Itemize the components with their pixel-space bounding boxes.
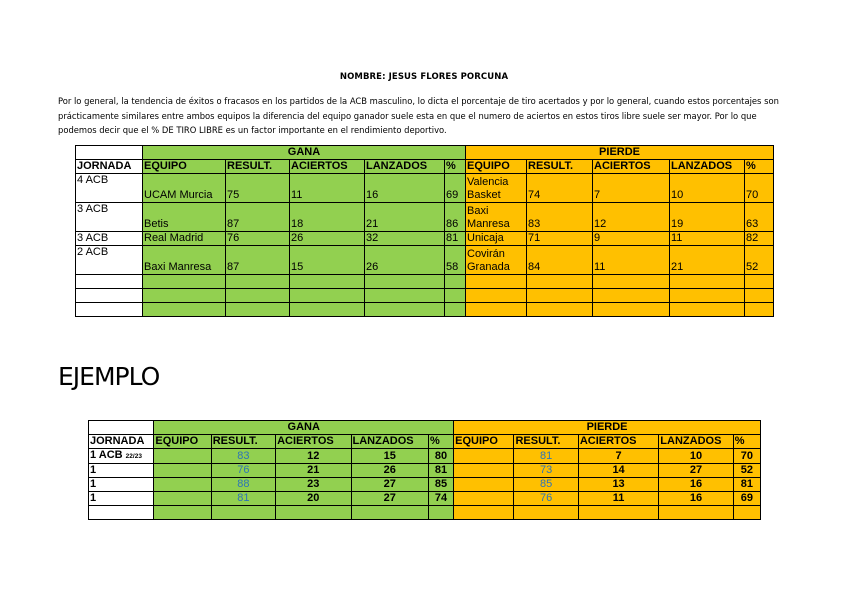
col-result: RESULT.: [226, 160, 290, 174]
column-header-row: [76, 160, 774, 174]
col-pct: %: [445, 160, 466, 174]
col-pct: %: [745, 160, 774, 174]
column-header-row: [89, 435, 761, 449]
document-title: NOMBRE: JESUS FLORES PORCUNA: [339, 72, 509, 82]
empty-row: [89, 506, 761, 520]
col-equipo: EQUIPO: [454, 435, 514, 449]
col-lanzados: LANZADOS: [659, 435, 733, 449]
col-pct: %: [428, 435, 453, 449]
col-equipo: EQUIPO: [154, 435, 211, 449]
col-result: RESULT.: [211, 435, 275, 449]
table-row: 1 81 20 27 74 76 11 16 69: [89, 492, 761, 506]
col-aciertos: ACIERTOS: [276, 435, 351, 449]
col-lanzados: LANZADOS: [365, 160, 445, 174]
table-row: 4 ACB UCAM Murcia 75 11 16 69 Valencia Basket 74 7 10 70: [76, 174, 774, 203]
group-header-row: [76, 146, 774, 160]
col-aciertos: ACIERTOS: [578, 435, 658, 449]
col-equipo: EQUIPO: [143, 160, 226, 174]
table-row: 1 ACB 22/23 83 12 15 80 81 7 10 70: [89, 449, 761, 464]
col-lanzados: LANZADOS: [351, 435, 428, 449]
table-row: 3 ACB Betis 87 18 21 86 Baxi Manresa 83 12 19 63: [76, 203, 774, 232]
empty-row: [76, 303, 774, 317]
intro-paragraph: Por lo general, la tendencia de éxitos o fracasos en los partidos de la ACB masculino, lo dicta el porcentaje de tiro acertados y por lo general, cuando estos porcentajes son prácticamente similares entre ambos equipos la diferencia del equipo ganador suele esta en que el numero de aciertos en estos tiros libre suele ser mayor. Por lo que podemos decir que el % DE TIRO LIBRE es un factor importante en el rendimiento deportivo.: [58, 96, 779, 135]
gana-header: GANA: [154, 421, 454, 435]
empty-row: [76, 289, 774, 303]
table-row: 3 ACB Real Madrid 76 26 32 81 Unicaja 71 9 11 82: [76, 232, 774, 246]
table-row: 1 88 23 27 85 85 13 16 81: [89, 478, 761, 492]
table-row: 1 76 21 26 81 73 14 27 52: [89, 464, 761, 478]
table-row: 2 ACB Baxi Manresa 87 15 26 58 Covirán Granada 84 11 21 52: [76, 246, 774, 275]
gana-header: GANA: [143, 146, 466, 160]
example-heading: EJEMPLO: [58, 362, 160, 391]
col-jornada: JORNADA: [89, 435, 154, 449]
col-lanzados: LANZADOS: [670, 160, 745, 174]
col-result: RESULT.: [527, 160, 593, 174]
example-table: [88, 420, 761, 520]
results-table: [75, 145, 774, 317]
empty-row: [76, 275, 774, 289]
col-pct: %: [733, 435, 760, 449]
group-header-row: [89, 421, 761, 435]
col-jornada: JORNADA: [76, 160, 143, 174]
pierde-header: PIERDE: [466, 146, 774, 160]
pierde-header: PIERDE: [454, 421, 761, 435]
col-aciertos: ACIERTOS: [593, 160, 670, 174]
col-aciertos: ACIERTOS: [290, 160, 365, 174]
col-result: RESULT.: [514, 435, 578, 449]
col-equipo: EQUIPO: [466, 160, 527, 174]
